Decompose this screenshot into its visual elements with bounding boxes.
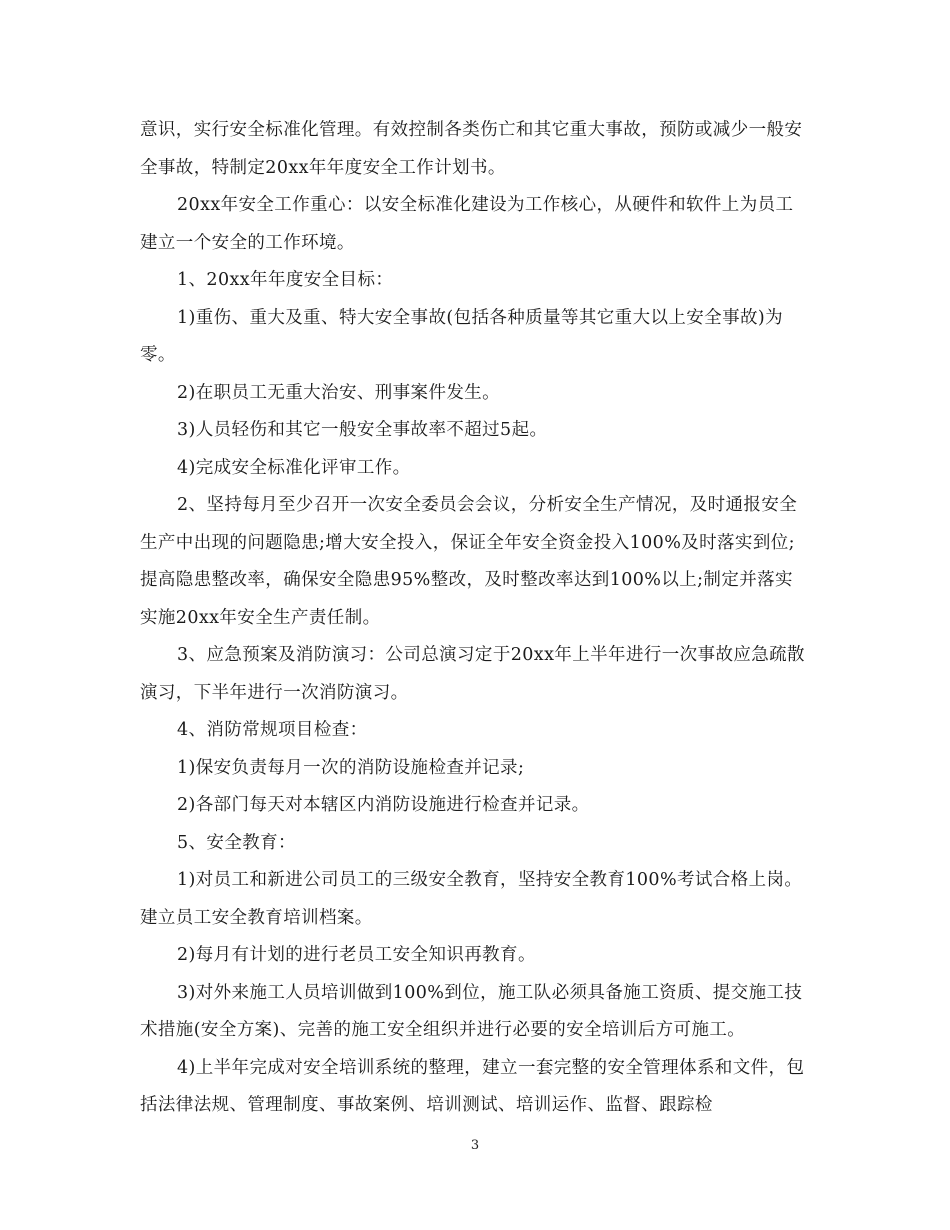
document-body	[140, 112, 810, 1125]
paragraph: 4、消防常规项目检查：	[177, 720, 368, 740]
paragraph: 2)各部门每天对本辖区内消防设施进行检查并记录。	[177, 795, 590, 815]
page-number: 3	[470, 1138, 480, 1153]
paragraph: 1、20xx年年度安全目标：	[177, 270, 394, 290]
paragraph: 4)完成安全标准化评审工作。	[177, 457, 411, 478]
paragraph: 20xx年安全工作重心：以安全标准化建设为工作核心，从硬件和软件上为员工建立一个安全的工作环境。	[140, 195, 794, 253]
paragraph: 2)每月有计划的进行老员工安全知识再教育。	[177, 945, 536, 965]
paragraph: 3、应急预案及消防演习：公司总演习定于20xx年上半年进行一次事故应急疏散演习，下半年进行一次消防演习。	[140, 645, 805, 703]
paragraph: 3)人员轻伤和其它一般安全事故率不超过5起。	[177, 420, 548, 440]
paragraph: 2)在职员工无重大治安、刑事案件发生。	[177, 382, 501, 403]
paragraph: 1)保安负责每月一次的消防设施检查并记录;	[177, 757, 525, 778]
paragraph: 4)上半年完成对安全培训系统的整理，建立一套完整的安全管理体系和文件，包括法律法规、管理制度、事故案例、培训测试、培训运作、监督、跟踪检	[140, 1057, 805, 1115]
paragraph: 1)对员工和新进公司员工的三级安全教育，坚持安全教育100%考试合格上岗。建立员工安全教育培训档案。	[140, 870, 803, 928]
paragraph: 1)重伤、重大及重、特大安全事故(包括各种质量等其它重大以上安全事故)为零。	[140, 307, 784, 365]
paragraph: 3)对外来施工人员培训做到100%到位，施工队必须具备施工资质、提交施工技术措施(安全方案)、完善的施工安全组织并进行必要的安全培训后方可施工。	[140, 982, 803, 1040]
paragraph: 意识，实行安全标准化管理。有效控制各类伤亡和其它重大事故，预防或减少一般安全事故，特制定20xx年年度安全工作计划书。	[140, 120, 803, 178]
paragraph: 2、坚持每月至少召开一次安全委员会会议，分析安全生产情况，及时通报安全生产中出现的问题隐患;增大安全投入，保证全年安全资金投入100%及时落实到位;提高隐患整改率，确保安全隐患95%整改，及时整改率达到100%以上;制定并落实实施20xx年安全生产责任制。	[140, 495, 798, 628]
paragraph: 5、安全教育：	[177, 832, 296, 853]
